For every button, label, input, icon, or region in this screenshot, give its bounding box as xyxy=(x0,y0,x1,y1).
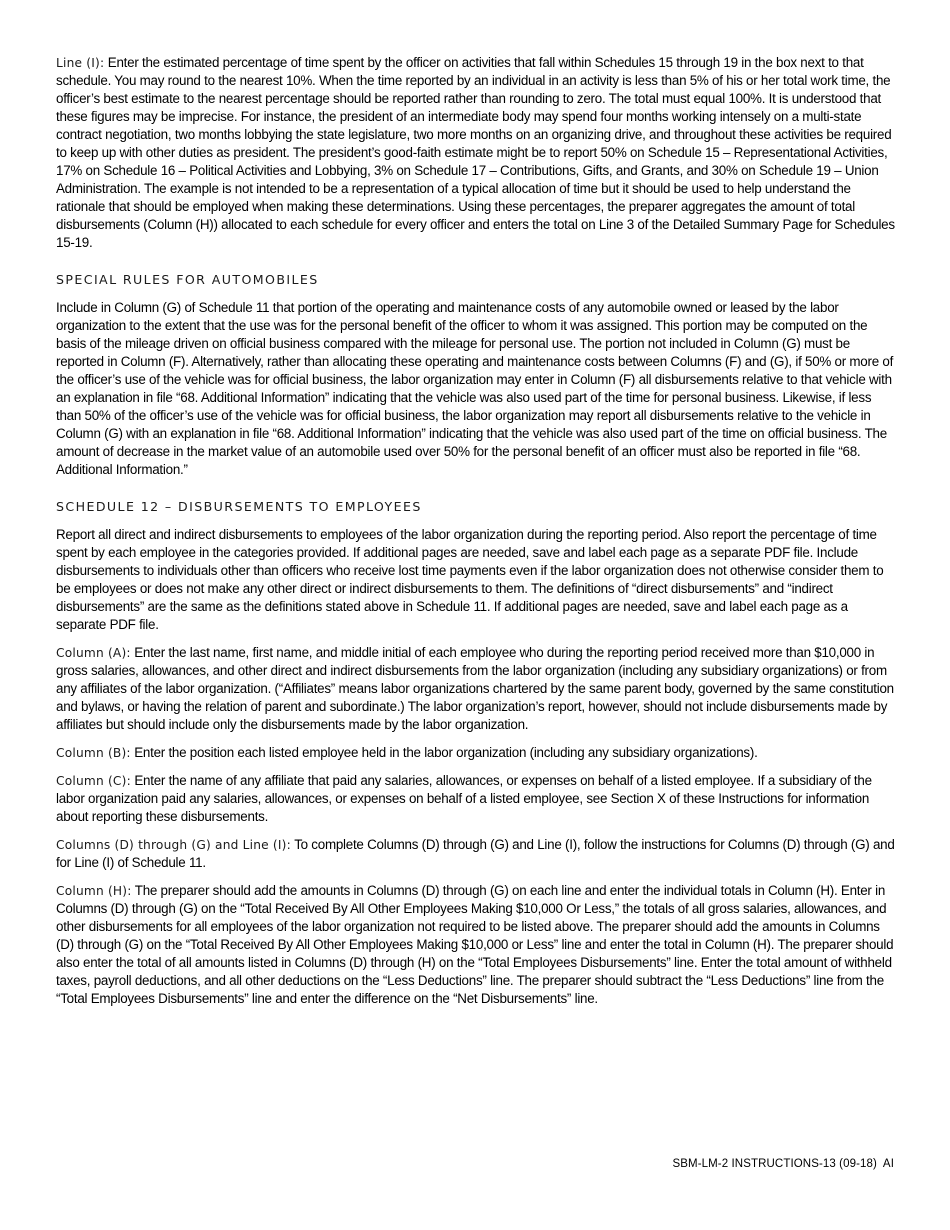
column-h-text: The preparer should add the amounts in Columns (D) through (G) on each line and enter the individual totals in Column (H). Enter in Columns (D) through (G) on the “Total Received By All Other Employees Making $10,000 Or Less,” the totals of all gross salaries, allowances, and other disbursements for all employees of the labor organization not required to be listed above. The preparer should add the amounts in Columns (D) through (G) on the “Total Received By All Other Employees Making $10,000 or Less” line and enter the total in Column (H). The preparer should also enter the total of all amounts listed in Columns (D) through (H) on the “Total Employees Disbursements” line. Enter the total amount of withheld taxes, payroll deductions, and all other deductions on the “Less Deductions” line. The preparer should subtract the “Less Deductions” line from the “Total Employees Disbursements” line and enter the difference on the “Net Disbursements” line. xyxy=(56,883,894,1006)
automobiles-paragraph xyxy=(56,299,896,479)
column-b-text: Enter the position each listed employee held in the labor organization (including any subsidiary organizations). xyxy=(134,745,758,760)
column-a-text: Enter the last name, first name, and middle initial of each employee who during the reporting period received more than $10,000 in gross salaries, allowances, and other direct and indirect disbursements from the labor organization (including any subsidiary organizations) or from any affiliates of the labor organization. (“Affiliates” means labor organizations chartered by the same parent body, governed by the same constitution and bylaws, or having the relation of parent and subordinate.) The labor organization’s report, however, should not include disbursements made by affiliates but should include only the disbursements made by the labor organization. xyxy=(56,645,894,732)
column-a-paragraph xyxy=(56,644,896,734)
columns-d-g-text: To complete Columns (D) through (G) and Line (I), follow the instructions for Columns (D) through (G) and for Line (I) of Schedule 11. xyxy=(56,837,895,870)
column-a-label: Column (A): xyxy=(56,646,131,660)
instructions-page-body xyxy=(56,54,896,1018)
page-footer xyxy=(672,1158,894,1170)
column-b-label: Column (B): xyxy=(56,746,131,760)
columns-d-g-label: Columns (D) through (G) and Line (I): xyxy=(56,838,291,852)
line-i-label: Line (I): xyxy=(56,56,105,70)
column-h-label: Column (H): xyxy=(56,884,132,898)
footer-form-id: SBM-LM-2 INSTRUCTIONS-13 (09-18) xyxy=(672,1158,877,1170)
schedule-12-intro-paragraph xyxy=(56,526,896,634)
column-c-text: Enter the name of any affiliate that paid any salaries, allowances, or expenses on behalf of a listed employee. If a subsidiary of the labor organization paid any salaries, allowances, or expenses on behalf of a listed employee, see Section X of these Instructions for information about reporting these disbursements. xyxy=(56,773,872,824)
schedule-12-intro-text: Report all direct and indirect disbursements to employees of the labor organization during the reporting period. Also report the percentage of time spent by each employee in the categories provided. If additional pages are needed, save and label each page as a separate PDF file. Include disbursements to individuals other than officers who receive lost time payments even if the labor organization does not otherwise consider them to be employees or does not make any other direct or indirect disbursements to them. The definitions of “direct disbursements” and “indirect disbursements” are the same as the definitions stated above in Schedule 11. If additional pages are needed, save and label each page as a separate PDF file. xyxy=(56,527,884,632)
automobiles-text: Include in Column (G) of Schedule 11 that portion of the operating and maintenance costs of any automobile owned or leased by the labor organization to the extent that the use was for the personal benefit of the officer to whom it was assigned. This portion may be computed on the basis of the mileage driven on official business compared with the mileage for personal use. The portion not included in Column (G) must be reported in Column (F). Alternatively, rather than allocating these operating and maintenance costs between Columns (F) and (G), if 50% or more of the officer’s use of the vehicle was for official business, the labor organization may enter in Column (F) all disbursements relative to that vehicle with an explanation in file “68. Additional Information” indicating that the vehicle was also used part of the time for personal business. Likewise, if less than 50% of the officer’s use of the vehicle was for official business, the labor organization may report all disbursements relative to the vehicle in Column (G) with an explanation in file “68. Additional Information” indicating that the vehicle was also used part of the time on official business. The amount of decrease in the market value of an automobile used over 50% for the personal benefit of an officer must also be reported in file “68. Additional Information.” xyxy=(56,300,894,477)
footer-suffix: AI xyxy=(882,1158,894,1170)
column-b-paragraph xyxy=(56,744,896,762)
column-c-label: Column (C): xyxy=(56,774,131,788)
column-h-paragraph xyxy=(56,882,896,1008)
line-i-text: Enter the estimated percentage of time spent by the officer on activities that fall within Schedules 15 through 19 in the box next to that schedule. You may round to the nearest 10%. When the time reported by an individual in an activity is less than 5% of his or her total work time, the officer’s best estimate to the nearest percentage should be reported rather than rounding to zero. The total must equal 100%. It is understood that these figures may be imprecise. For instance, the president of an intermediate body may spend four months working intensely on a multi-state contract negotiation, two months lobbying the state legislature, two more months on an organizing drive, and throughout these activities be required to keep up with other duties as president. The president’s good-faith estimate might be to report 50% on Schedule 15 – Representational Activities, 17% on Schedule 16 – Political Activities and Lobbying, 3% on Schedule 17 – Contributions, Gifts, and Grants, and 30% on Schedule 19 – Union Administration. The example is not intended to be a representation of a typical allocation of time but it should be used to help understand the rationale that should be employed when making these determinations. Using these percentages, the preparer aggregates the amount of total disbursements (Column (H)) allocated to each schedule for every officer and enters the total on Line 3 of the Detailed Summary Page for Schedules 15-19. xyxy=(56,55,895,250)
special-rules-automobiles-heading: SPECIAL RULES FOR AUTOMOBILES xyxy=(56,272,319,287)
columns-d-g-paragraph xyxy=(56,836,896,872)
line-i-paragraph xyxy=(56,54,896,252)
column-c-paragraph xyxy=(56,772,896,826)
schedule-12-heading: SCHEDULE 12 – DISBURSEMENTS TO EMPLOYEES xyxy=(56,499,422,514)
